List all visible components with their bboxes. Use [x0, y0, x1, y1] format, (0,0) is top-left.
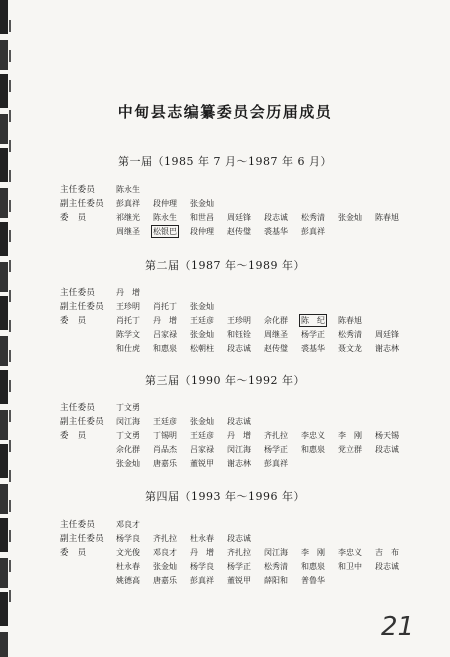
person-name: 彭真祥	[190, 575, 214, 585]
member-row	[60, 327, 440, 341]
person-name: 肖品杰	[153, 444, 177, 454]
person-name: 齐扎拉	[227, 547, 251, 557]
person-name-boxed: 松银巴	[153, 226, 177, 236]
member-row	[60, 341, 440, 355]
person-name: 赵传璧	[227, 226, 251, 236]
handwritten-page-number: 21	[381, 612, 415, 642]
person-name: 段志诚	[227, 533, 251, 543]
person-name: 陈永生	[116, 184, 140, 194]
director-row	[60, 285, 440, 299]
person-name: 肖托丁	[153, 301, 177, 311]
person-name: 周继圣	[264, 329, 288, 339]
person-name: 闵江海	[227, 444, 251, 454]
person-name: 陈春旭	[338, 315, 362, 325]
person-name: 和卫中	[338, 561, 362, 571]
person-name: 谢志林	[375, 343, 399, 353]
person-name: 彭真祥	[264, 458, 288, 468]
person-name: 闵江海	[116, 416, 140, 426]
member-row	[60, 456, 440, 470]
deputy-row	[60, 531, 440, 545]
person-name: 和仕虎	[116, 343, 140, 353]
person-name: 闵江海	[264, 547, 288, 557]
person-name: 李忠义	[338, 547, 362, 557]
session-3-title: 第三届（1990 年～1992 年）	[145, 374, 305, 387]
member-row	[60, 559, 440, 573]
member-row	[60, 442, 440, 456]
person-name: 祁继光	[116, 212, 140, 222]
person-name: 松秀清	[301, 212, 325, 222]
person-name: 段志诚	[375, 444, 399, 454]
person-name: 丹 增	[190, 547, 214, 557]
person-name: 丁文勇	[116, 430, 140, 440]
person-name: 松秀清	[264, 561, 288, 571]
person-name: 杜永春	[116, 561, 140, 571]
director-row	[60, 400, 440, 414]
session-3-block	[60, 400, 440, 470]
person-name: 普鲁华	[301, 575, 325, 585]
role-label: 主任委员	[60, 403, 96, 413]
person-name: 杨学正	[301, 329, 325, 339]
person-name: 吉 布	[375, 547, 399, 557]
deputy-row	[60, 414, 440, 428]
person-name: 松秀清	[338, 329, 362, 339]
person-name: 聂文龙	[338, 343, 362, 353]
member-row	[60, 573, 440, 587]
person-name: 段仲理	[190, 226, 214, 236]
deputy-row	[60, 196, 440, 210]
person-name: 和惠泉	[301, 444, 325, 454]
person-name: 陈学文	[116, 329, 140, 339]
person-name: 赵传璧	[264, 343, 288, 353]
person-name: 王廷彦	[190, 315, 214, 325]
person-name: 党立群	[338, 444, 362, 454]
person-name: 段仲理	[153, 198, 177, 208]
person-name: 张金灿	[190, 329, 214, 339]
person-name: 丹 增	[153, 315, 177, 325]
person-name: 王珍明	[116, 301, 140, 311]
person-name: 张金灿	[190, 198, 214, 208]
person-name: 李 刚	[338, 430, 362, 440]
member-row	[60, 224, 440, 238]
role-label: 委 员	[60, 316, 87, 326]
person-name: 唐嘉乐	[153, 458, 177, 468]
role-label: 主任委员	[60, 185, 96, 195]
person-name: 王廷彦	[190, 430, 214, 440]
person-name: 杜永春	[190, 533, 214, 543]
person-name: 张金灿	[338, 212, 362, 222]
person-name: 段志诚	[264, 212, 288, 222]
person-name: 和惠泉	[301, 561, 325, 571]
role-label: 委 员	[60, 213, 87, 223]
person-name: 董锐甲	[227, 575, 251, 585]
person-name: 周继圣	[116, 226, 140, 236]
session-2-title: 第二届（1987 年～1989 年）	[145, 259, 305, 272]
role-label: 副主任委员	[60, 199, 105, 209]
person-name: 和惠泉	[153, 343, 177, 353]
person-name: 杨学正	[264, 444, 288, 454]
role-label: 委 员	[60, 548, 87, 558]
person-name: 邓良才	[153, 547, 177, 557]
director-row	[60, 517, 440, 531]
person-name: 杨学正	[227, 561, 251, 571]
member-row	[60, 313, 440, 327]
person-name: 彭真祥	[301, 226, 325, 236]
session-1-title: 第一届（1985 年 7 月～1987 年 6 月）	[118, 155, 332, 168]
page-title: 中甸县志编纂委员会历届成员	[117, 103, 333, 121]
session-1-block	[60, 182, 440, 238]
role-label: 副主任委员	[60, 417, 105, 427]
person-name: 谢志林	[227, 458, 251, 468]
person-name-boxed: 陈 纪	[301, 315, 325, 325]
person-name: 王珍明	[227, 315, 251, 325]
person-name: 陈永生	[153, 212, 177, 222]
session-4-block	[60, 517, 440, 587]
person-name: 段志诚	[227, 416, 251, 426]
person-name: 丹 增	[227, 430, 251, 440]
person-name: 齐扎拉	[264, 430, 288, 440]
scan-binding-edge	[0, 0, 8, 657]
person-name: 文光俊	[116, 547, 140, 557]
person-name: 张金灿	[116, 458, 140, 468]
person-name: 佘化群	[116, 444, 140, 454]
person-name: 佘化群	[264, 315, 288, 325]
person-name: 姚德高	[116, 575, 140, 585]
person-name: 段志诚	[227, 343, 251, 353]
director-row	[60, 182, 440, 196]
member-row	[60, 210, 440, 224]
person-name: 张金灿	[190, 416, 214, 426]
person-name: 薛阳和	[264, 575, 288, 585]
person-name: 王廷彦	[153, 416, 177, 426]
person-name: 李 刚	[301, 547, 325, 557]
person-name: 张金灿	[153, 561, 177, 571]
person-name: 和钰铨	[227, 329, 251, 339]
person-name: 丁锡明	[153, 430, 177, 440]
person-name: 邓良才	[116, 519, 140, 529]
deputy-row	[60, 299, 440, 313]
person-name: 张金灿	[190, 301, 214, 311]
session-4-title: 第四届（1993 年～1996 年）	[145, 490, 305, 503]
role-label: 主任委员	[60, 520, 96, 530]
role-label: 主任委员	[60, 288, 96, 298]
role-label: 副主任委员	[60, 534, 105, 544]
person-name: 吕家禄	[190, 444, 214, 454]
person-name: 杨学良	[116, 533, 140, 543]
person-name: 唐嘉乐	[153, 575, 177, 585]
role-label: 委 员	[60, 431, 87, 441]
member-row	[60, 428, 440, 442]
member-row	[60, 545, 440, 559]
person-name: 杨学良	[190, 561, 214, 571]
person-name: 李忠义	[301, 430, 325, 440]
person-name: 裘基华	[264, 226, 288, 236]
person-name: 陈春旭	[375, 212, 399, 222]
person-name: 彭真祥	[116, 198, 140, 208]
person-name: 松朝柱	[190, 343, 214, 353]
session-2-block	[60, 285, 440, 355]
person-name: 周廷锋	[227, 212, 251, 222]
person-name: 丹 增	[116, 287, 140, 297]
person-name: 董锐甲	[190, 458, 214, 468]
person-name: 和世昌	[190, 212, 214, 222]
person-name: 周廷锋	[375, 329, 399, 339]
person-name: 丁文勇	[116, 402, 140, 412]
person-name: 杨天锡	[375, 430, 399, 440]
person-name: 裘基华	[301, 343, 325, 353]
role-label: 副主任委员	[60, 302, 105, 312]
person-name: 齐扎拉	[153, 533, 177, 543]
person-name: 肖托丁	[116, 315, 140, 325]
person-name: 吕家禄	[153, 329, 177, 339]
person-name: 段志诚	[375, 561, 399, 571]
